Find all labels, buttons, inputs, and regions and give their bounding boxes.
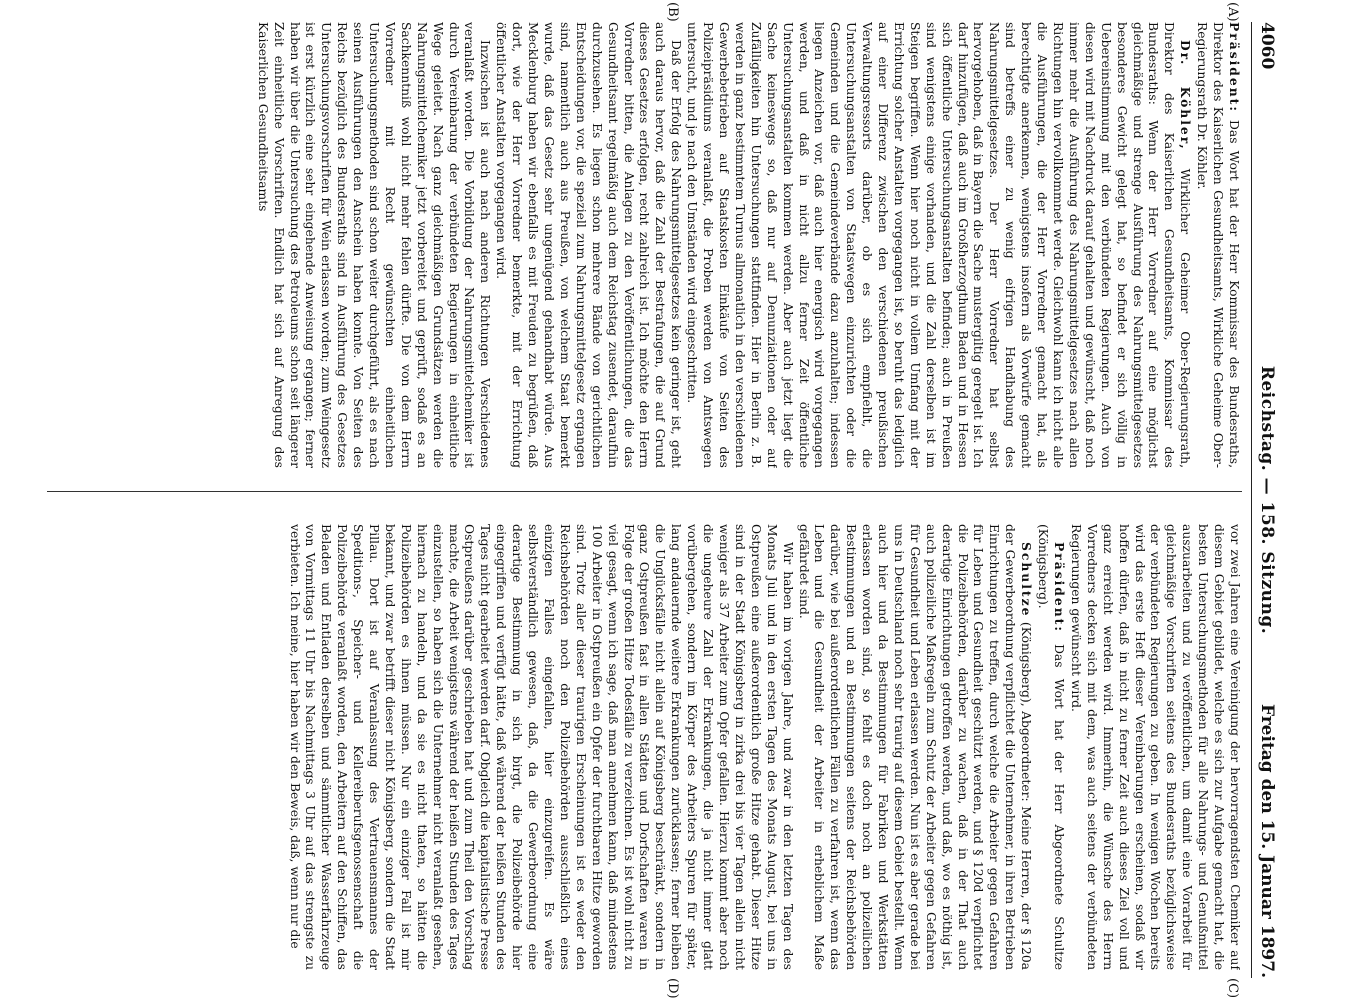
page-number: 4060 <box>1257 22 1277 70</box>
paragraph <box>1067 524 1242 970</box>
left-column <box>42 22 1242 468</box>
paragraph-text: Das Wort hat der Herr Abgeordnete Schultze (Königsberg). <box>1036 524 1067 970</box>
right-column <box>42 524 1242 970</box>
paragraph-text: Wirklicher Geheimer Ober-Regierungsrath, Direktor des Kaiserlichen Gesundheitsamts, Kommissar des Bundesraths: Wenn der Herr Vorredner auf eine möglichst gleichmäßige und strenge Ausführung des Nahrungsmittelgesetzes besonderes Gewicht gelegt hat, so befindet er sich völlig in Uebereinstimmung mit den verbündeten Regierungen. Auch von diesen wird mit Nachdruck darauf gehalten und gewünscht, daß noch immer mehr die Ausführung des Nahrungsmittelgesetzes nach allen Richtungen hin vervollkommnet werde. Gleichwohl kann ich nicht alle die Ausführungen, die der Herr Vorredner gemacht hat, als berechtigte anerkennen, wenigstens insofern als Vorwürfe gemacht sind betreffs einer zu wenig eifrigen Handhabung des Nahrungsmittelgesetzes. Der Herr Vorredner hat selbst hervorgehoben, daß in Bayern die Sache mustergiltig geregelt ist. Ich darf hinzufügen, daß auch im Großherzogthum Baden und in Hessen sich öffentliche Untersuchungsanstalten befinden; auch in Preußen sind wenigstens einige vorhanden, und die Zahl derselben ist im Steigen begriffen. Wenn hier noch nicht in vollem Umfang mit der Errichtung solcher Anstalten vorgegangen ist, so beruht das lediglich auf einer Differenz zwischen den verschiedenen preußischen Verwaltungsressorts darüber, ob es sich empfiehlt, die Untersuchungsanstalten von Staatswegen einzurichten oder die Gemeinden und die Gemeindeverbände dazu anzuhalten; indessen liegen Anzeichen vor, daß auch hier energisch wird vorgegangen werden, und daß in nicht allzu ferner Zeit öffentliche Untersuchungsanstalten kommen werden. Aber auch jetzt liegt die Sache keineswegs so, daß nur auf Denunziationen oder auf Zufälligkeiten hin Untersuchungen stattfinden. Hier in Berlin z. B. werden in ganz bestimmtem Turnus allmonatlich in den verschiedenen Gewerbebetrieben auf Staatskosten Einkäufe von Seiten des Polizeipräsidiums veranlaßt, die Proben werden von Amtswegen untersucht, und je nach den Umständen wird eingeschritten. <box>685 22 1193 468</box>
column-divider <box>47 491 1242 492</box>
speaker-name: Präsident: <box>1052 542 1068 633</box>
speaker-name: Präsident: <box>1227 22 1242 113</box>
paragraph-text: Das Wort hat der Herr Kommissar des Bundesraths, Direktor des Kaiserlichen Gesundheitsamts, Wirkliche Geheime Ober-Regierungsrath Dr. Köhler. <box>1195 22 1241 468</box>
paragraph-text: (Königsberg), Abgeordneter: Meine Herren, der § 120a der Gewerbeordnung verpflichtet die Unternehmer, in ihren Betrieben Einrichtungen zu treffen, durch welche die Arbeiter gegen Gefahren für Leben und Gesundheit geschützt werden, und § 120d verpflichtet die Polizeibehörden, darüber zu wachen, daß in der That auch derartige Einrichtungen getroffen werden, und daß, wo es nöthig ist, auch polizeiliche Maßregeln zum Schutz der Arbeiter gegen Gefahren für Gesundheit und Leben erlassen werden. Nun ist es aber gerade bei uns in Deutschland noch sehr traurig auf diesem Gebiet bestellt. Wenn auch hier und da Bestimmungen für Fabriken und Werkstätten erlassen worden sind, so fehlt es doch noch an polizeilichen Bestimmungen und an Bestimmungen seitens der Reichsbehörden darüber, wie bei außerordentlichen Fällen zu verfahren ist, wenn das Leben und die Gesundheit der Arbeiter in erheblichem Maße gefährdet sind. <box>796 524 1034 970</box>
page-title: Reichstag. — 158. Sitzung. <box>1257 365 1277 635</box>
paragraph <box>1034 524 1067 970</box>
paragraph-text: Wir haben im vorigen Jahre, und zwar in den letzten Tagen des Monats Juli und in den ersten Tagen des Monats August, bei uns in Ostpreußen eine außerordentlich große Hitze gehabt. Dieser Hitze sind in der Stadt Königsberg in zirka drei bis vier Tagen allein nicht weniger als 37 Arbeiter zum Opfer gefallen. Hierzu kommt aber noch die ungeheure Zahl der Erkrankungen, die ja nicht immer glatt vorübergehen, sondern im Körper des Arbeiters Spuren für später, lang andauernde weitere Erkrankungen zurücklassen; ferner bleiben die Unglücksfälle nicht allein auf Königsberg beschränkt, sondern in ganz Ostpreußen fast in allen Städten und Dorfschaften waren in Folge der großen Hitze Todesfälle zu verzeichnen. Es ist wohl nicht zu viel gesagt, wenn ich sage, daß man annehmen kann, daß mindestens 100 Arbeiter in Ostpreußen ein Opfer der furchtbaren Hitze geworden sind. Trotz aller dieser traurigen Erscheinungen ist es weder den Reichsbehörden noch den Polizeibehörden ausschließlich eines einzigen Falles eingefallen, hier einzugreifen. Es wäre selbstverständlich gewesen, daß, da die Gewerbeordnung eine derartige Bestimmung in sich birgt, die Polizeibehörde hier eingegriffen und verfügt hätte, daß während der heißen Stunden des Tages nicht gearbeitet werden darf. Obgleich die kapitalistische Presse Ostpreußens darüber geschrieben hat und zum Theil den Vorschlag machte, die Arbeit wenigstens während der heißen Stunden des Tages einzustellen, so haben sich die Unternehmer nicht veranlaßt gesehen, hiernach zu handeln, und da sie es nicht thaten, so hätten die Polizeibehörden es ihnen müssen. Nur ein einziger Fall ist mir bekannt, und zwar betrifft dieser nicht Königsberg, sondern die Stadt Pillau. Dort ist auf Veranlassung des Vertrauensmannes der Speditions-, Speicher- und Kellereiberufsgenossenschaft die Polizeibehörde veranlaßt worden, den Arbeitern auf den Schiffen, das Beladen und Entladen derselben und sämmtlicher Wasserfahrzeuge von Vormittags 11 Uhr bis Nachmittags 3 Uhr auf das strengste zu verbieten. Ich meine, hier haben wir den Beweis, daß, wenn nur die <box>287 524 795 970</box>
paragraph-text: vor zwei Jahren eine Vereinigung der hervorragendsten Chemiker auf diesem Gebiet gebildet, welche es sich zur Aufgabe gemacht hat, die besten Untersuchungsmethoden für alle Nahrungs- und Genußmittel auszuarbeiten und zu veröffentlichen, um damit eine Vorarbeit für gleichmäßige Vorschriften seitens des Bundesraths bezüglichsweise der verbündeten Regierungen zu geben. In wenigen Wochen bereits wird das erste Heft dieser Vereinbarungen erscheinen, sodaß wir hoffen dürfen, daß in nicht zu ferner Zeit auch dieses Ziel voll und ganz erreicht werden wird. Immerhin, die Wünsche des Herrn Vorredners decken sich mit dem, was auch seitens der verbündeten Regierungen gewünscht wird. <box>1068 524 1242 970</box>
paragraph <box>683 22 1193 468</box>
paragraph <box>795 524 1035 970</box>
paragraph-text: Daß der Erfolg des Nahrungsmittelgesetzes kein geringer ist, geht auch daraus hervor, daß die Zahl der Bestrafungen, die auf Grund dieses Gesetzes erfolgen, recht zahlreich ist. Ich möchte den Herrn Vorredner bitten, die Anlagen zu den Veröffentlichungen, die das Gesundheitsamt regelmäßig auch dem Reichstag zusendet, daraufhin durchzusehen. Es liegen schon mehrere Bände von gerichtlichen Entscheidungen vor, die speziell zum Nahrungsmittelgesetz ergangen sind, namentlich auch aus Preußen, von welchem Staat bemerkt wurde, daß das Gesetz sehr ungenügend gehandhabt würde. Aus Mecklenburg haben wir ebenfalls es mit Freuden zu begrüßen, daß dort, wie der Herr Vorredner bemerkte, mit der Errichtung öffentlicher Anstalten vorgegangen wird. <box>494 22 684 468</box>
paragraph <box>492 22 683 468</box>
section-marker-d: (D) <box>665 978 680 999</box>
section-marker-a: (A) <box>1225 2 1240 22</box>
paragraph <box>254 22 493 468</box>
paragraph <box>286 524 795 970</box>
speaker-name: Dr. Köhler, <box>1178 40 1194 151</box>
speaker-name: Schultze <box>1019 542 1035 618</box>
paragraph <box>1193 22 1242 468</box>
section-marker-c: (C) <box>1225 978 1240 999</box>
section-marker-b: (B) <box>665 2 680 22</box>
page-date: Freitag den 15. Januar 1897. <box>1257 703 1277 978</box>
page-header <box>1251 22 1282 978</box>
paragraph-text: Inzwischen ist auch nach anderen Richtungen Verschiedenes veranlaßt worden. Die Vorbildung der Nahrungsmittelchemiker ist durch Vereinbarung der verbündeten Regierungen in einheitliche Wege geleitet. Nach ganz gleichmäßigen Grundsätzen werden die Nahrungsmittelchemiker jetzt vorbereitet und geprüft, sodaß es an Sachkenntniß wohl nicht mehr fehlen dürfte. Die von dem Herrn Vorredner mit Recht gewünschten einheitlichen Untersuchungsmethoden sind schon weiter durchgeführt, als es nach seinen Ausführungen den Anschein haben konnte. Von Seiten des Reichs bezüglich des Bundesraths sind in Ausführung des Gesetzes Untersuchungsvorschriften für Wein erlassen worden; zum Weingesetz ist erst kürzlich eine sehr eingehende Anweisung ergangen; ferner haben wir über die Untersuchung des Petroleums schon seit längerer Zeit einheitliche Vorschriften. Endlich hat sich auf Anregung des Kaiserlichen Gesundheitsamts <box>255 22 493 468</box>
